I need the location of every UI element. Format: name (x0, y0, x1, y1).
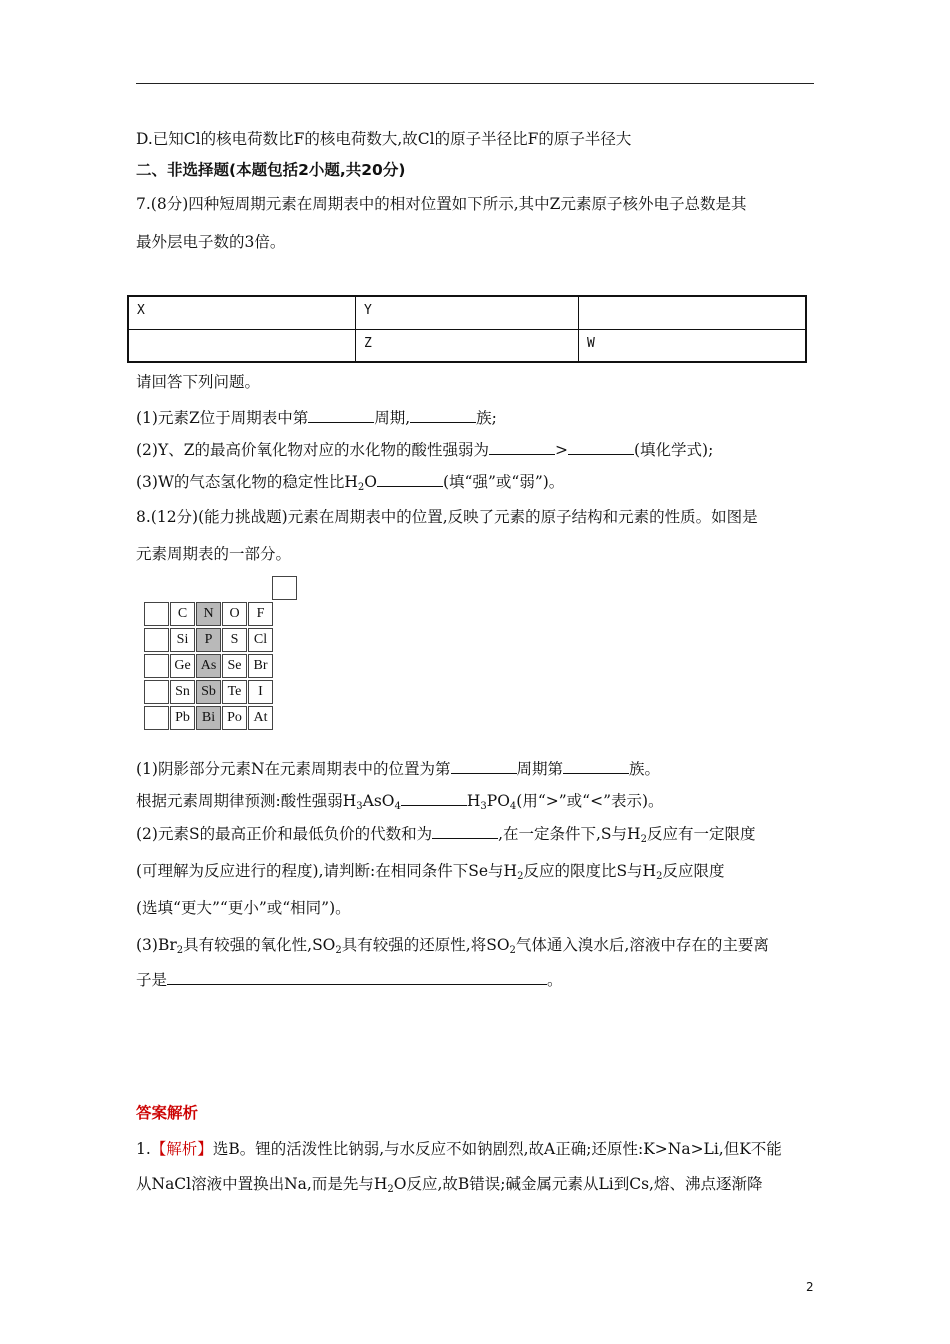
subscript: 2 (509, 945, 516, 956)
text: 具有较强的还原性,将SO (341, 936, 510, 954)
answer-blank[interactable] (410, 407, 476, 423)
empty-cell (144, 628, 169, 652)
q8-part2-hint: (选填“更大”“更小”或“相同”)。 (136, 899, 351, 917)
xyz-cell (578, 296, 806, 329)
text: (用“>”或“<”表示)。 (516, 792, 664, 810)
empty-cell (272, 576, 297, 600)
q7-part3 (136, 471, 564, 499)
section-title: 二、非选择题(本题包括2小题,共20分) (136, 161, 406, 179)
text: 根据元素周期律预测:酸性强弱H (136, 792, 357, 810)
xyz-cell: Z (355, 329, 578, 362)
q7-part1 (136, 407, 497, 429)
q8-stem-1: 8.(12分)(能力挑战题)元素在周期表中的位置,反映了元素的原子结构和元素的性质。如图是 (136, 508, 758, 526)
empty-cell (144, 706, 169, 730)
subscript: 2 (640, 834, 647, 845)
text: 族。 (629, 760, 661, 778)
text: > (554, 441, 568, 459)
subscript: 3 (356, 801, 363, 812)
text: 族; (476, 409, 497, 427)
text: 子是 (136, 971, 168, 989)
q8-part1 (136, 758, 660, 780)
xyz-cell (128, 329, 355, 362)
element-cell: P (196, 628, 221, 652)
empty-cell (144, 654, 169, 678)
text: (3)Br (136, 936, 177, 954)
answer-blank[interactable] (377, 471, 443, 487)
xyz-cell: W (578, 329, 806, 362)
subscript: 2 (387, 1184, 394, 1195)
text: (填化学式); (633, 441, 714, 459)
text: 。 (547, 971, 563, 989)
text: 反应限度 (662, 862, 725, 880)
answer-title: 答案解析 (136, 1104, 199, 1122)
text: (2)Y、Z的最高价氧化物对应的水化物的酸性强弱为 (136, 441, 489, 459)
answer-blank[interactable] (401, 790, 467, 806)
element-cell: I (248, 680, 273, 704)
q8-part2 (136, 823, 755, 851)
text: 反应的限度比S与H (523, 862, 657, 880)
option-d: D.已知Cl的核电荷数比F的核电荷数大,故Cl的原子半径比F的原子半径大 (136, 130, 632, 148)
answer-blank[interactable] (308, 407, 374, 423)
subscript: 2 (335, 945, 342, 956)
text: 选B。锂的活泼性比钠弱,与水反应不如钠剧烈,故A正确;还原性:K>Na>Li,但K不能 (212, 1140, 782, 1158)
text: (2)元素S的最高正价和最低负价的代数和为 (136, 825, 433, 843)
q8-part2-cont (136, 860, 724, 888)
q8-part3-cont (136, 969, 563, 991)
element-cell: C (170, 602, 195, 626)
subscript: 3 (480, 801, 487, 812)
text: PO (486, 792, 510, 810)
text: 具有较强的氧化性,SO (183, 936, 336, 954)
subscript: 4 (509, 801, 517, 812)
element-cell: Po (222, 706, 247, 730)
element-cell: Te (222, 680, 247, 704)
answer-blank[interactable] (568, 439, 634, 455)
text: 气体通入溴水后,溶液中存在的主要离 (515, 936, 769, 954)
element-cell: O (222, 602, 247, 626)
subscript: 2 (517, 871, 524, 882)
text: AsO (362, 792, 395, 810)
q7-stem-1: 7.(8分)四种短周期元素在周期表中的相对位置如下所示,其中Z元素原子核外电子总数是其 (136, 195, 747, 213)
text: (1)阴影部分元素N在元素周期表中的位置为第 (136, 760, 451, 778)
subscript: 2 (357, 482, 365, 493)
answer-blank[interactable] (451, 758, 517, 774)
text: O反应,故B错误;碱金属元素从Li到Cs,熔、沸点逐渐降 (393, 1175, 763, 1193)
element-cell: Pb (170, 706, 195, 730)
element-cell: Cl (248, 628, 273, 652)
element-cell: Si (170, 628, 195, 652)
element-cell: Sn (170, 680, 195, 704)
text: (可理解为反应进行的程度),请判断:在相同条件下Se与H (136, 862, 518, 880)
header-rule (136, 83, 814, 84)
answer-blank[interactable] (563, 758, 629, 774)
text: 1. (136, 1140, 151, 1158)
empty-cell (144, 602, 169, 626)
element-cell: Se (222, 654, 247, 678)
analysis-tag: 【解析】 (150, 1140, 213, 1158)
periodic-table-fragment (144, 576, 300, 732)
q8-part1-predict (136, 790, 664, 818)
q7-prompt: 请回答下列问题。 (136, 373, 261, 391)
answer-blank[interactable] (489, 439, 555, 455)
element-cell: Ge (170, 654, 195, 678)
page-number: 2 (806, 1280, 814, 1294)
text: 反应有一定限度 (646, 825, 756, 843)
text: 周期第 (516, 760, 564, 778)
element-cell: Bi (196, 706, 221, 730)
q7-stem-2: 最外层电子数的3倍。 (136, 233, 286, 251)
xyz-cell: X (128, 296, 355, 329)
element-cell: As (196, 654, 221, 678)
text: (3)W的气态氢化物的稳定性比H (136, 473, 358, 491)
element-cell: Br (248, 654, 273, 678)
text: O (364, 473, 377, 491)
q8-part3 (136, 934, 769, 962)
element-cell: Sb (196, 680, 221, 704)
element-cell: At (248, 706, 273, 730)
text: 周期, (374, 409, 411, 427)
element-cell: F (248, 602, 273, 626)
xyz-cell: Y (355, 296, 578, 329)
element-cell: S (222, 628, 247, 652)
text: ,在一定条件下,S与H (498, 825, 641, 843)
xyzw-position-table (127, 295, 807, 363)
text: (填“强”或“弱”)。 (443, 473, 565, 491)
subscript: 2 (176, 945, 184, 956)
text: H (466, 792, 481, 810)
answer-1 (136, 1138, 782, 1160)
q7-part2 (136, 439, 713, 461)
element-cell: N (196, 602, 221, 626)
text: 从NaCl溶液中置换出Na,而是先与H (136, 1175, 388, 1193)
subscript: 2 (656, 871, 663, 882)
subscript: 4 (394, 801, 401, 812)
answer-blank[interactable] (432, 823, 498, 839)
answer-1-cont (136, 1173, 763, 1201)
text: (1)元素Z位于周期表中第 (136, 409, 309, 427)
answer-blank[interactable] (167, 969, 547, 985)
empty-cell (144, 680, 169, 704)
q8-stem-2: 元素周期表的一部分。 (136, 545, 292, 563)
